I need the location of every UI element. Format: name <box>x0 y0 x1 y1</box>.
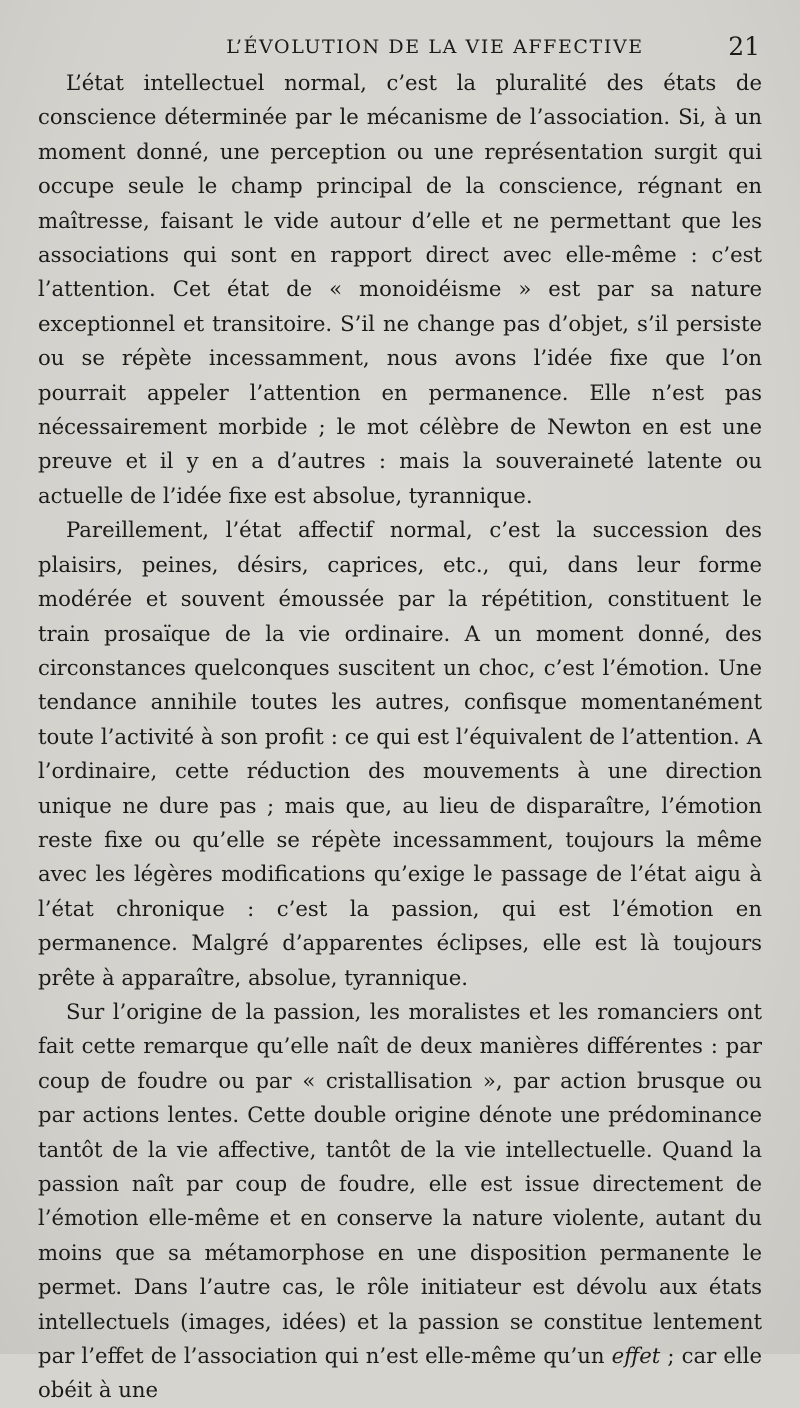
page-number: 21 <box>728 32 760 61</box>
paragraph-origin-of-passion <box>38 995 762 1408</box>
paragraph-text-before-italic: Sur l’origine de la passion, les moralistes et les romanciers ont fait cette remarque qu’elle naît de deux manières différentes : par coup de foudre ou par « cristallisation », par action brusque ou par actions lentes. Cette double origine dénote une prédominance tantôt de la vie affective, tantôt de la vie intellectuelle. Quand la passion naît par coup de foudre, elle est issue directement de l’émotion elle-même et en conserve la nature violente, autant du moins que sa métamorphose en une disposition permanente le permet. Dans l’autre cas, le rôle initiateur est dévolu aux états intellectuels (images, idées) et la passion se constitue lentement par l’effet de l’association qui n’est elle-même qu’un <box>38 998 762 1369</box>
paragraph-text-after-italic: ; car elle obéit à une <box>38 1343 762 1403</box>
paragraph-affective-state: Pareillement, l’état affectif normal, c’est la succession des plaisirs, peines, désirs, caprices, etc., qui, dans leur forme modérée et souvent émoussée par la répétition, constituent le train prosaïque de la vie ordinaire. A un moment donné, des circonstances quelconques suscitent un choc, c’est l’émotion. Une tendance annihile toutes les autres, confisque momentanément toute l’activité à son profit : ce qui est l’équivalent de l’attention. A l’ordinaire, cette réduction des mouvements à une direction unique ne dure pas ; mais que, au lieu de disparaître, l’émotion reste fixe ou qu’elle se répète incessamment, toujours la même avec les légères modifications qu’exige le passage de l’état aigu à l’état chronique : c’est la passion, qui est l’émotion en permanence. Malgré d’apparentes éclipses, elle est là toujours prête à apparaître, absolue, tyrannique. <box>38 517 762 990</box>
paragraph-intellectual-state: L’état intellectuel normal, c’est la pluralité des états de conscience déterminée par le mécanisme de l’association. Si, à un moment donné, une perception ou une représentation surgit qui occupe seule le champ principal de la conscience, régnant en maîtresse, faisant le vide autour d’elle et ne permettant que les associations qui sont en rapport direct avec elle-même : c’est l’attention. Cet état de « monoidéisme » est par sa nature exceptionnel et transitoire. S’il ne change pas d’objet, s’il persiste ou se répète incessamment, nous avons l’idée fixe que l’on pourrait appeler l’attention en permanence. Elle n’est pas nécessairement morbide ; le mot célèbre de Newton en est une preuve et il y en a d’autres : mais la souveraineté latente ou actuelle de l’idée fixe est absolue, tyrannique. <box>38 70 762 508</box>
body-text <box>38 66 762 1408</box>
italic-word: effet <box>611 1343 661 1369</box>
running-head <box>38 32 762 66</box>
running-title: L’ÉVOLUTION DE LA VIE AFFECTIVE <box>226 36 644 58</box>
